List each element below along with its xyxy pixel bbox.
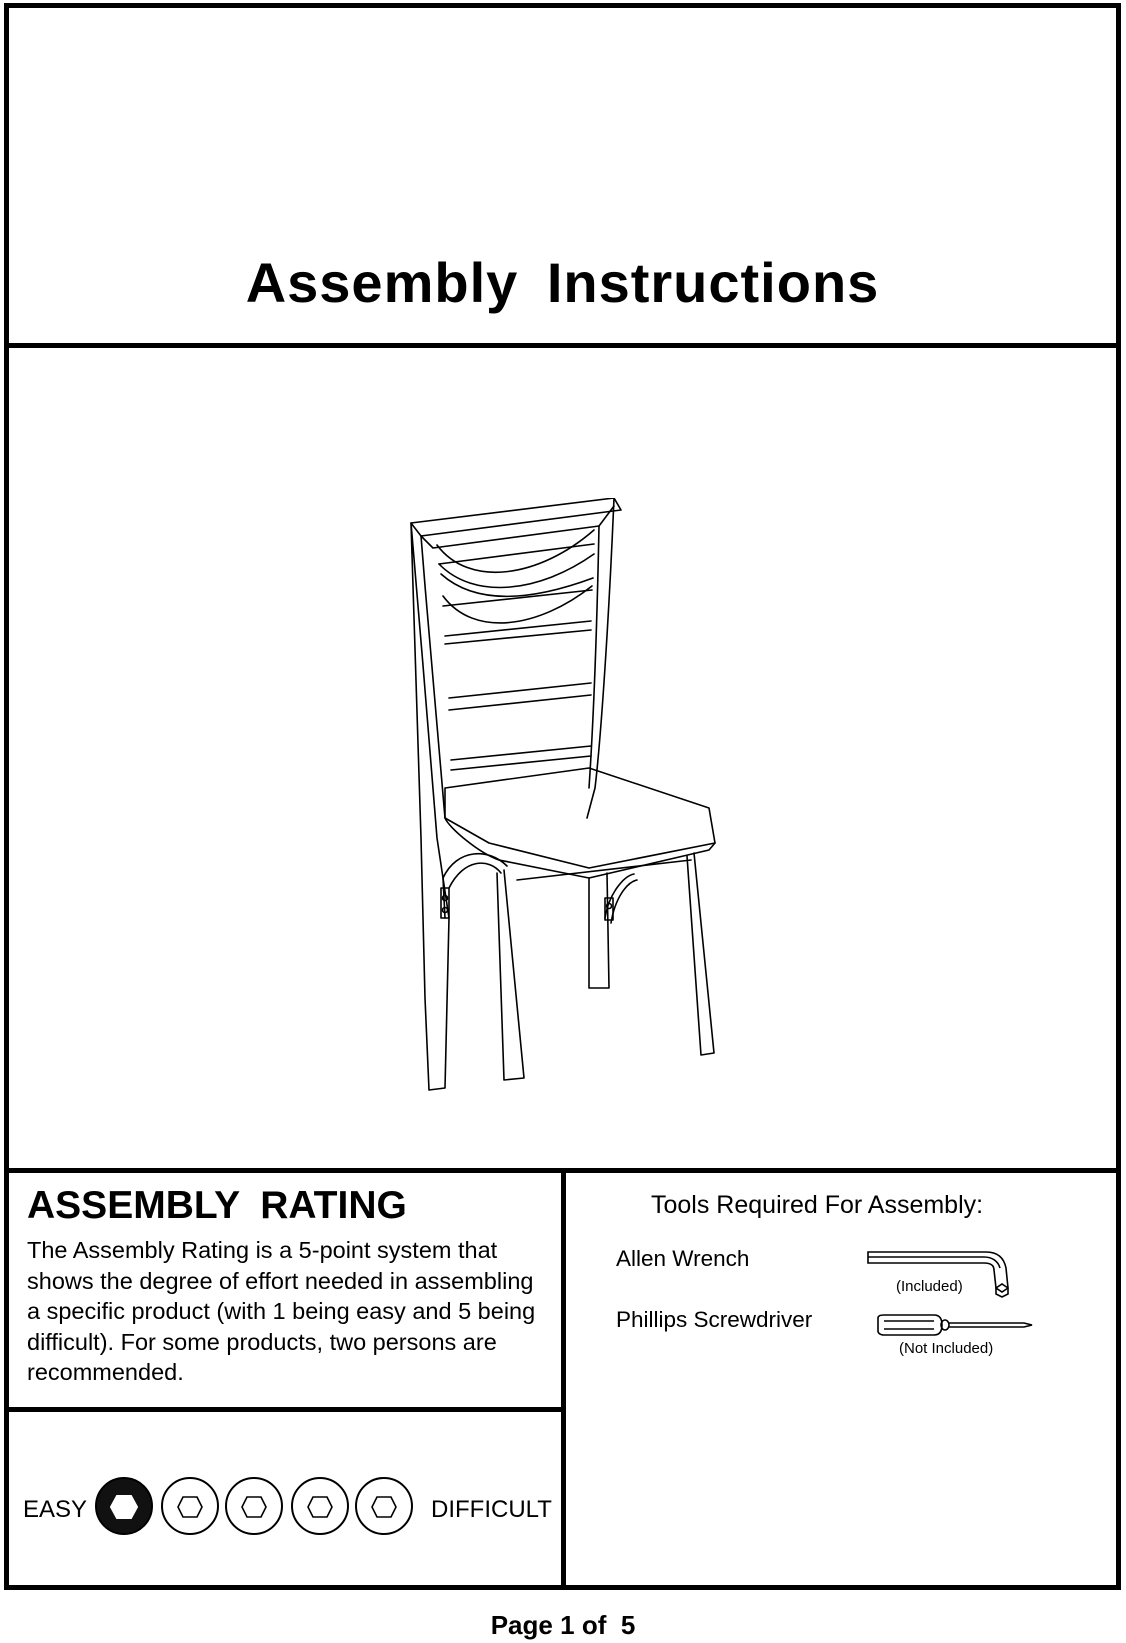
rating-point-2	[161, 1477, 219, 1535]
tool-note: (Included)	[896, 1278, 963, 1295]
tool-name: Allen Wrench	[616, 1246, 750, 1271]
rating-point-4	[291, 1477, 349, 1535]
screwdriver-icon	[876, 1313, 1036, 1337]
tool-name: Phillips Screwdriver	[616, 1307, 813, 1332]
dining-chair-icon	[409, 498, 749, 1098]
rating-scale-section	[4, 1407, 566, 1590]
hexagon-icon	[370, 1495, 398, 1519]
hexagon-icon	[240, 1495, 268, 1519]
tools-section	[561, 1168, 1121, 1590]
page-indicator	[0, 1610, 1126, 1641]
hexagon-icon	[176, 1495, 204, 1519]
page-prefix: Page	[490, 1610, 553, 1640]
page-total: 5	[620, 1610, 636, 1640]
easy-label: EASY	[23, 1496, 88, 1523]
rating-point-1-selected	[95, 1477, 153, 1535]
document-title: Assembly Instructions	[245, 251, 880, 314]
rating-point-5	[355, 1477, 413, 1535]
tools-heading: Tools Required For Assembly:	[651, 1191, 984, 1219]
tool-note: (Not Included)	[899, 1340, 994, 1357]
assembly-rating-heading: ASSEMBLY RATING	[27, 1184, 407, 1227]
page-of: of	[581, 1610, 614, 1640]
rating-point-3	[225, 1477, 283, 1535]
page-current: 1	[560, 1610, 575, 1640]
assembly-rating-section	[4, 1168, 566, 1412]
hexagon-icon	[306, 1495, 334, 1519]
hexagon-icon	[110, 1495, 138, 1519]
difficult-label: DIFFICULT	[431, 1496, 552, 1523]
title-section	[4, 3, 1121, 348]
product-image-section	[4, 343, 1121, 1173]
assembly-rating-description: The Assembly Rating is a 5-point system that shows the degree of effort needed in assembling a specific product (with 1 being easy and 5 being difficult). For some products, two persons are recommended.	[27, 1237, 536, 1385]
